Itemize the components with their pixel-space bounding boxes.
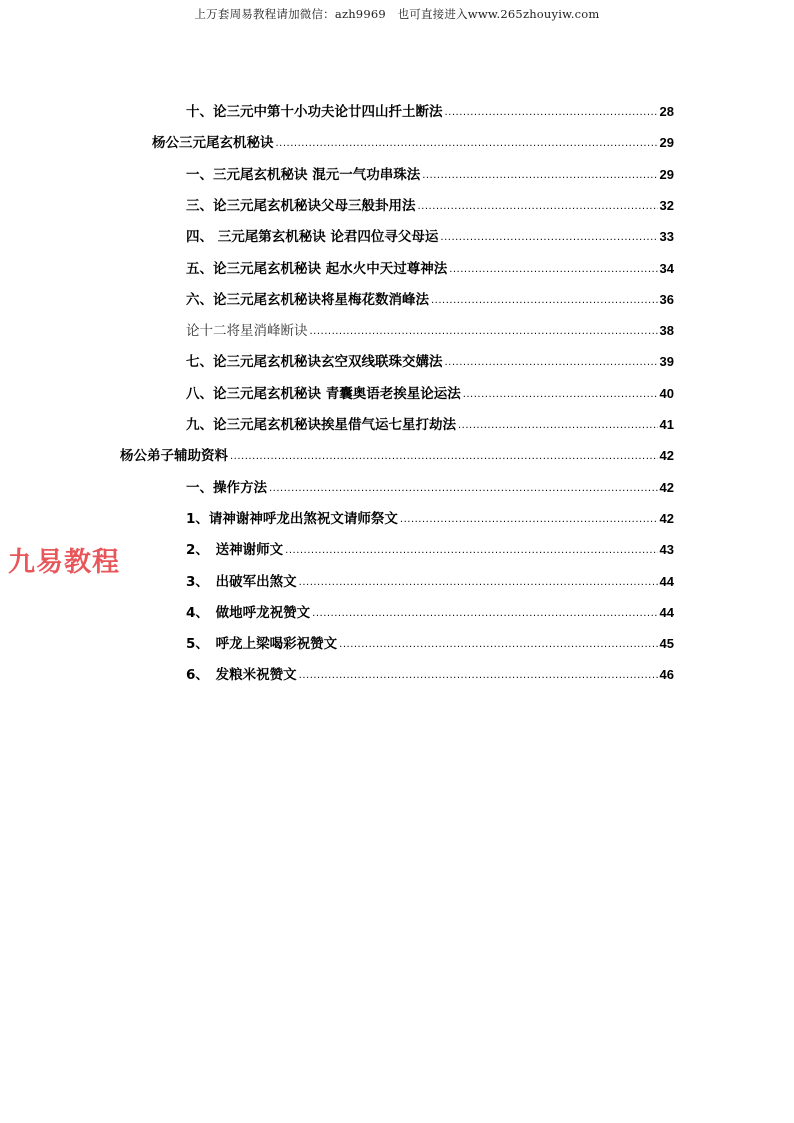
toc-entry-title: 5、 呼龙上梁喝彩祝赞文 xyxy=(186,636,338,653)
toc-entry-title: 九、论三元尾玄机秘诀挨星借气运七星打劫法 xyxy=(186,417,456,433)
toc-entry-page: 42 xyxy=(659,448,674,464)
toc-leader-dots xyxy=(445,103,658,123)
toc-entry-title: 三、论三元尾玄机秘诀父母三般卦用法 xyxy=(186,197,416,214)
toc-leader-dots xyxy=(400,510,658,530)
toc-entry-page: 46 xyxy=(659,667,674,683)
toc-entry-page: 29 xyxy=(659,166,674,182)
toc-entry-page: 44 xyxy=(659,573,674,589)
toc-entry-title: 十、论三元中第十小功夫论廿四山扦土断法 xyxy=(186,104,443,120)
toc-entry-page: 34 xyxy=(659,260,674,276)
toc-entry-title: 2、 送神谢师文 xyxy=(186,542,284,559)
toc-entry-title: 一、操作方法 xyxy=(186,479,267,496)
toc-leader-dots xyxy=(269,479,658,499)
toc-entry-title: 四、 三元尾第玄机秘诀 论君四位寻父母运 xyxy=(186,229,439,246)
toc-entry-page: 28 xyxy=(659,104,674,119)
toc-entry-title: 杨公弟子辅助资料 xyxy=(120,448,228,465)
toc-entry[interactable] xyxy=(152,132,674,154)
toc-leader-dots xyxy=(339,635,657,655)
toc-leader-dots xyxy=(299,573,658,593)
toc-entry[interactable] xyxy=(186,633,674,655)
toc-entry[interactable] xyxy=(186,320,674,342)
toc-leader-dots xyxy=(285,541,657,561)
toc-entry[interactable] xyxy=(186,383,674,405)
toc-entry[interactable] xyxy=(186,101,674,123)
toc-entry-page: 42 xyxy=(659,479,674,495)
toc-entry-title: 3、 出破军出煞文 xyxy=(186,573,297,590)
toc-leader-dots xyxy=(458,416,658,436)
toc-entry-title: 1、请神谢神呼龙出煞祝文请师祭文 xyxy=(186,510,398,527)
toc-entry-title: 五、论三元尾玄机秘诀 起水火中天过尊神法 xyxy=(186,260,448,277)
toc-entry-page: 44 xyxy=(659,604,674,620)
toc-entry-page: 43 xyxy=(659,542,674,558)
toc-entry-title: 6、 发粮米祝赞文 xyxy=(186,667,297,684)
toc-entry-page: 36 xyxy=(659,291,674,307)
toc-entry[interactable] xyxy=(186,539,674,561)
toc-entry-title: 六、论三元尾玄机秘诀将星梅花数消峰法 xyxy=(186,291,429,308)
watermark-logo: 九易教程 xyxy=(8,547,120,578)
toc-entry[interactable] xyxy=(186,289,674,311)
toc-entry-page: 29 xyxy=(659,135,674,151)
page-header: 上万套周易教程请加微信：azh9969 也可直接进入www.265zhouyiw.com xyxy=(194,7,600,21)
toc-entry[interactable] xyxy=(186,571,674,593)
toc-entry-title: 杨公三元尾玄机秘诀 xyxy=(152,135,274,152)
toc-leader-dots xyxy=(310,322,658,342)
toc-entry-title: 一、三元尾玄机秘诀 混元一气功串珠法 xyxy=(186,166,421,183)
toc-entry-page: 40 xyxy=(659,385,674,401)
toc-entry-title: 八、论三元尾玄机秘诀 青囊奥语老挨星论运法 xyxy=(186,385,461,402)
toc-entry[interactable] xyxy=(186,164,674,186)
toc-entry[interactable] xyxy=(186,508,674,530)
toc-entry-page: 32 xyxy=(659,197,674,213)
toc-entry-title: 七、论三元尾玄机秘诀玄空双线联珠交媾法 xyxy=(186,354,443,371)
toc-entry[interactable] xyxy=(186,477,674,499)
toc-entry-page: 38 xyxy=(659,323,674,339)
toc-entry[interactable] xyxy=(186,351,674,373)
toc-leader-dots xyxy=(431,291,658,311)
toc-entry[interactable] xyxy=(186,258,674,280)
toc-entry[interactable] xyxy=(186,602,674,624)
toc-entry-page: 39 xyxy=(659,354,674,370)
toc-leader-dots xyxy=(276,134,658,154)
toc-entry[interactable] xyxy=(186,664,674,686)
toc-entry-page: 45 xyxy=(659,636,674,652)
toc-leader-dots xyxy=(312,604,657,624)
toc-entry[interactable] xyxy=(186,195,674,217)
toc-leader-dots xyxy=(422,166,657,186)
toc-entry[interactable] xyxy=(186,226,674,248)
toc-leader-dots xyxy=(299,666,658,686)
toc-entry-title: 论十二将星消峰断诀 xyxy=(186,323,308,340)
toc-entry-page: 42 xyxy=(659,510,674,526)
toc-entry[interactable] xyxy=(120,445,674,467)
toc-leader-dots xyxy=(445,353,658,373)
toc-leader-dots xyxy=(230,447,658,467)
toc-leader-dots xyxy=(440,228,657,248)
toc-entry-title: 4、 做地呼龙祝赞文 xyxy=(186,604,311,621)
toc-entry[interactable] xyxy=(186,414,674,436)
toc-leader-dots xyxy=(449,260,657,280)
toc-leader-dots xyxy=(418,197,658,217)
toc-leader-dots xyxy=(463,385,658,405)
toc-entry-page: 33 xyxy=(659,229,674,245)
toc-entry-page: 41 xyxy=(659,417,674,432)
